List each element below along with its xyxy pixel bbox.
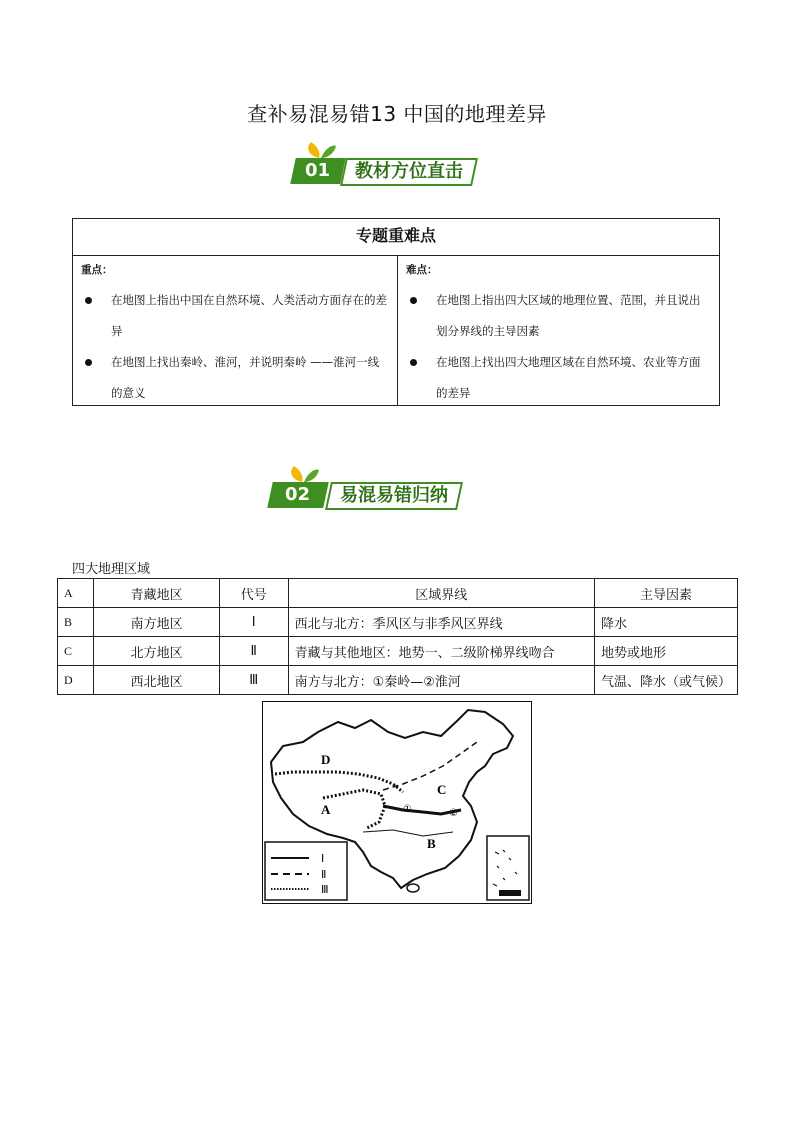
map-drawing xyxy=(263,702,530,902)
section-label: 易混易错归纳 xyxy=(325,482,463,510)
table-cell: 区域界线 xyxy=(288,579,594,608)
table-cell: 西北地区 xyxy=(94,666,219,695)
table-cell: 青藏与其他地区：地势一、二级阶梯界线吻合 xyxy=(288,637,594,666)
table-cell: 南方与北方：①秦岭—②淮河 xyxy=(288,666,594,695)
page-title: 查补易混易错13 中国的地理差异 xyxy=(247,102,547,126)
bullet-icon xyxy=(410,297,417,304)
table-cell: 南方地区 xyxy=(94,608,219,637)
difficult-points-column xyxy=(398,256,719,405)
section-banner-02 xyxy=(270,472,510,512)
table-cell: 降水 xyxy=(594,608,737,637)
section-label: 教材方位直击 xyxy=(340,158,478,186)
leaf-icon xyxy=(303,140,337,160)
region-label-a: A xyxy=(321,802,331,817)
difficult-points-label: 难点： xyxy=(406,264,438,276)
list-item: 在地图上指出四大区域的地理位置、范围，并且说出划分界线的主导因素 xyxy=(406,285,711,347)
table-cell: 青藏地区 xyxy=(94,579,219,608)
table-row xyxy=(58,579,738,608)
legend-label-2: Ⅱ xyxy=(321,869,327,881)
legend-label-1: Ⅰ xyxy=(321,853,325,865)
table-cell: 地势或地形 xyxy=(594,637,737,666)
table-row xyxy=(58,608,738,637)
list-item: 在地图上指出中国在自然环境、人类活动方面存在的差异 xyxy=(81,285,389,347)
section-number: 01 xyxy=(290,158,346,184)
table-cell: Ⅲ xyxy=(219,666,288,695)
table-cell: 主导因素 xyxy=(594,579,737,608)
table-cell: A xyxy=(58,579,94,608)
key-points-box xyxy=(72,218,720,406)
key-points-heading: 专题重难点 xyxy=(73,219,719,256)
table-caption: 四大地理区域 xyxy=(72,562,151,577)
table-cell: C xyxy=(58,637,94,666)
region-label-b: B xyxy=(427,836,436,851)
key-points-label: 重点： xyxy=(81,264,113,276)
china-regions-map xyxy=(262,701,532,904)
key-points-column xyxy=(73,256,398,405)
section-banner-01 xyxy=(293,148,513,188)
legend-label-3: Ⅲ xyxy=(321,884,329,896)
table-cell: 气温、降水（或气候） xyxy=(594,666,737,695)
bullet-icon xyxy=(410,359,417,366)
table-cell: 代号 xyxy=(219,579,288,608)
region-table xyxy=(57,578,738,695)
table-cell: 西北与北方：季风区与非季风区界线 xyxy=(288,608,594,637)
bullet-icon xyxy=(85,297,92,304)
table-cell: B xyxy=(58,608,94,637)
table-cell: Ⅰ xyxy=(219,608,288,637)
marker-qinling: ① xyxy=(403,804,412,815)
marker-huaihe: ② xyxy=(449,808,458,819)
table-row xyxy=(58,637,738,666)
list-item: 在地图上找出秦岭、淮河，并说明秦岭 ——淮河一线的意义 xyxy=(81,347,389,409)
section-number: 02 xyxy=(267,482,329,508)
table-cell: 北方地区 xyxy=(94,637,219,666)
table-cell: Ⅱ xyxy=(219,637,288,666)
region-label-d: D xyxy=(321,752,331,767)
table-row xyxy=(58,666,738,695)
region-label-c: C xyxy=(437,782,447,797)
leaf-icon xyxy=(286,464,320,484)
list-item: 在地图上找出四大地理区域在自然环境、农业等方面的差异 xyxy=(406,347,711,409)
table-cell: D xyxy=(58,666,94,695)
bullet-icon xyxy=(85,359,92,366)
